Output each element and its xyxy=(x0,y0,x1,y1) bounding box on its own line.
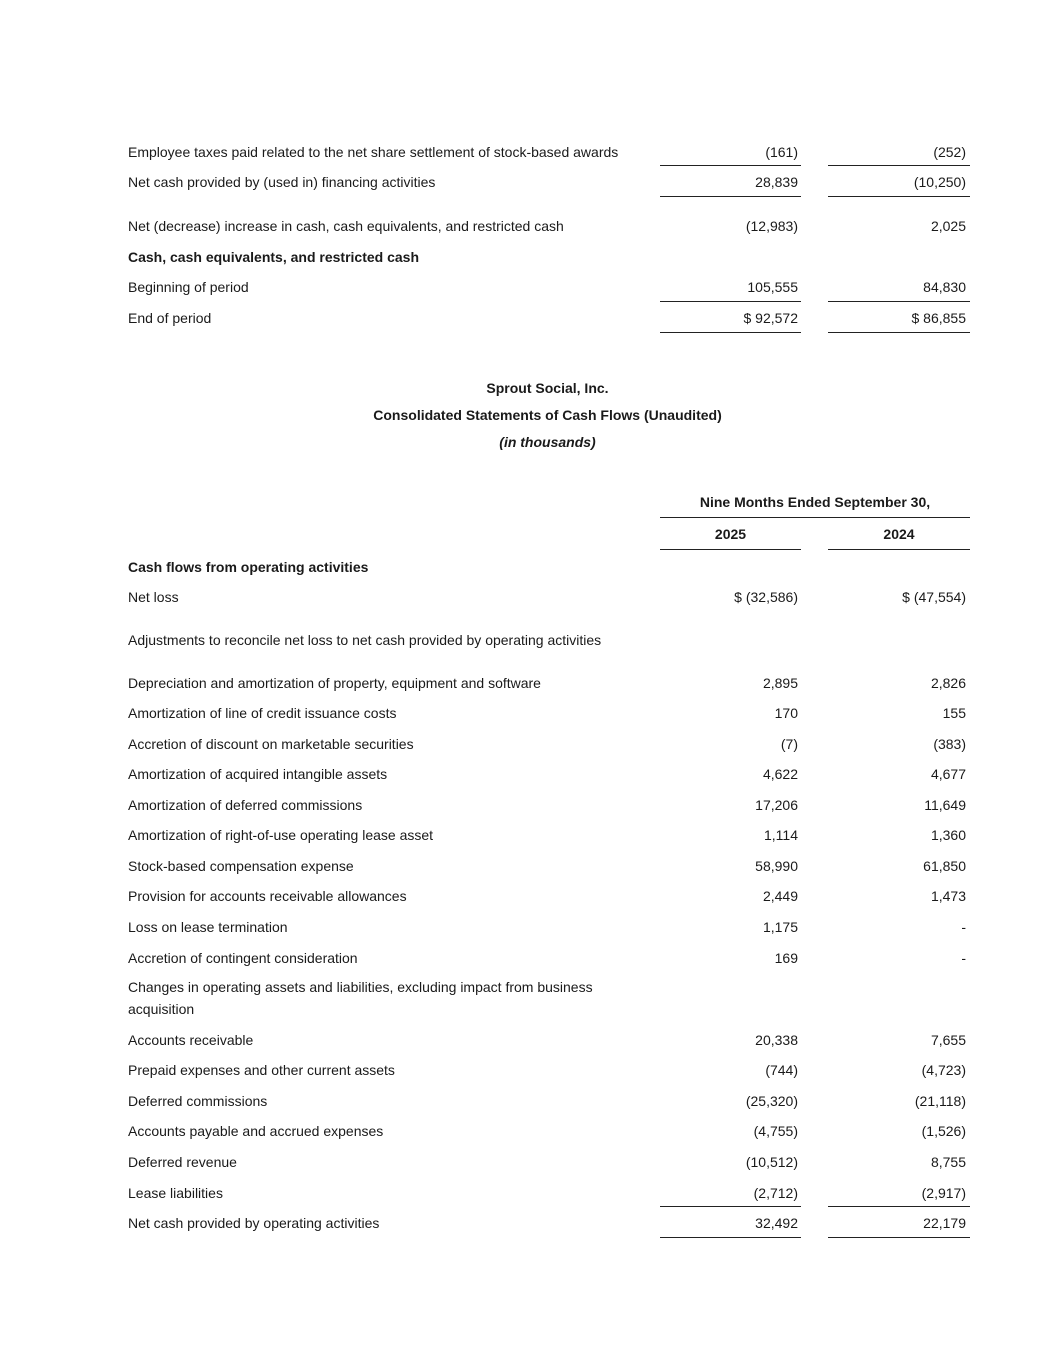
row-label: Accounts receivable xyxy=(128,1032,254,1048)
table-row xyxy=(0,275,1055,299)
underline xyxy=(828,1237,970,1238)
row-label: Net cash provided by (used in) financing activities xyxy=(128,174,436,190)
value-2025: $ (32,586) xyxy=(734,589,798,605)
underline xyxy=(660,332,801,333)
value-2025: 28,839 xyxy=(755,174,798,190)
table-row xyxy=(0,1058,1055,1082)
row-label: Employee taxes paid related to the net share settlement of stock-based awards xyxy=(128,144,619,160)
value-2024: (21,118) xyxy=(914,1093,966,1109)
table-row xyxy=(0,793,1055,817)
row-label: Accretion of discount on marketable securities xyxy=(128,736,414,752)
underline xyxy=(828,301,970,302)
row-label: Net cash provided by operating activities xyxy=(128,1215,380,1231)
value-2025: 1,175 xyxy=(762,919,798,935)
table-row xyxy=(0,214,1055,238)
row-label: Deferred commissions xyxy=(128,1093,268,1109)
year-2024-heading: 2024 xyxy=(883,526,915,542)
table-row xyxy=(0,823,1055,847)
table-row xyxy=(0,1089,1055,1113)
table-row xyxy=(0,1119,1055,1143)
value-2025: (25,320) xyxy=(745,1093,798,1109)
table-row xyxy=(0,884,1055,908)
value-2024: $ (47,554) xyxy=(902,589,966,605)
value-2024: - xyxy=(961,919,966,935)
row-label: Depreciation and amortization of property, equipment and software xyxy=(128,675,541,691)
underline xyxy=(828,165,970,166)
units-note: (in thousands) xyxy=(499,434,596,450)
period-heading: Nine Months Ended September 30, xyxy=(699,494,931,510)
value-2025: 170 xyxy=(774,705,798,721)
value-2024: (4,723) xyxy=(921,1062,966,1078)
row-label: Amortization of acquired intangible assets xyxy=(128,766,388,782)
table-row xyxy=(0,671,1055,695)
row-label: End of period xyxy=(128,310,212,326)
row-label: Net (decrease) increase in cash, cash equivalents, and restricted cash xyxy=(128,218,564,234)
table-row xyxy=(0,585,1055,609)
value-2025: (161) xyxy=(765,144,798,160)
row-label: Cash flows from operating activities xyxy=(128,559,369,575)
table-row xyxy=(0,140,1055,164)
value-2025: (4,755) xyxy=(753,1123,798,1139)
value-2025: (2,712) xyxy=(753,1185,798,1201)
value-2024: 61,850 xyxy=(923,858,966,874)
row-label: Provision for accounts receivable allowances xyxy=(128,888,407,904)
section-heading xyxy=(0,555,1055,579)
value-2024: (252) xyxy=(933,144,966,160)
table-row-total xyxy=(0,1211,1055,1235)
table-row xyxy=(0,762,1055,786)
row-label: Lease liabilities xyxy=(128,1185,223,1201)
value-2024: 1,360 xyxy=(930,827,966,843)
underline xyxy=(828,196,970,197)
underline xyxy=(660,165,801,166)
row-label: Amortization of right-of-use operating lease asset xyxy=(128,827,434,843)
row-label: Net loss xyxy=(128,589,179,605)
underline xyxy=(828,332,970,333)
value-2025: 1,114 xyxy=(764,827,798,843)
value-2024: 84,830 xyxy=(923,279,966,295)
value-2024: (1,526) xyxy=(921,1123,966,1139)
value-2025: (744) xyxy=(765,1062,798,1078)
underline xyxy=(660,1237,801,1238)
table-row xyxy=(0,306,1055,330)
value-2024: 155 xyxy=(942,705,966,721)
row-label: Amortization of deferred commissions xyxy=(128,797,363,813)
value-2025: (7) xyxy=(780,736,798,752)
subsection-heading xyxy=(0,628,1055,652)
table-row xyxy=(0,854,1055,878)
row-label: Beginning of period xyxy=(128,279,249,295)
row-label: Deferred revenue xyxy=(128,1154,237,1170)
underline xyxy=(828,1206,970,1207)
value-2025: (12,983) xyxy=(745,218,798,234)
underline xyxy=(660,301,801,302)
header-rule xyxy=(828,549,970,550)
value-2024: 4,677 xyxy=(930,766,966,782)
subsection-heading xyxy=(0,976,1055,1020)
row-label: Adjustments to reconcile net loss to net cash provided by operating activities xyxy=(128,632,602,648)
table-row xyxy=(0,170,1055,194)
underline xyxy=(660,1206,801,1207)
value-2024: (2,917) xyxy=(921,1185,966,1201)
value-2024: 1,473 xyxy=(930,888,966,904)
row-label: Prepaid expenses and other current assets xyxy=(128,1062,395,1078)
value-2024: 7,655 xyxy=(930,1032,966,1048)
value-2025: 2,895 xyxy=(762,675,798,691)
value-2024: - xyxy=(961,950,966,966)
table-row xyxy=(0,946,1055,970)
statement-title: Consolidated Statements of Cash Flows (Unaudited) xyxy=(373,407,722,423)
value-2024: $ 86,855 xyxy=(911,310,966,326)
value-2024: 22,179 xyxy=(923,1215,966,1231)
row-label: Changes in operating assets and liabilities, excluding impact from business acquisition xyxy=(128,979,593,1017)
value-2025: 169 xyxy=(774,950,798,966)
value-2025: (10,512) xyxy=(745,1154,798,1170)
value-2025: 2,449 xyxy=(762,888,798,904)
row-label: Loss on lease termination xyxy=(128,919,288,935)
row-label: Cash, cash equivalents, and restricted cash xyxy=(128,249,420,265)
value-2024: (383) xyxy=(933,736,966,752)
value-2024: (10,250) xyxy=(913,174,966,190)
value-2025: 58,990 xyxy=(755,858,798,874)
value-2024: 2,025 xyxy=(930,218,966,234)
section-heading xyxy=(0,245,1055,269)
table-row xyxy=(0,1181,1055,1205)
header-rule xyxy=(660,549,801,550)
value-2025: 17,206 xyxy=(755,797,798,813)
value-2025: 105,555 xyxy=(747,279,798,295)
table-row xyxy=(0,732,1055,756)
row-label: Amortization of line of credit issuance costs xyxy=(128,705,397,721)
value-2025: 32,492 xyxy=(755,1215,798,1231)
row-label: Stock-based compensation expense xyxy=(128,858,354,874)
company-name: Sprout Social, Inc. xyxy=(486,380,609,396)
value-2024: 2,826 xyxy=(930,675,966,691)
underline xyxy=(660,196,801,197)
row-label: Accretion of contingent consideration xyxy=(128,950,358,966)
table-row xyxy=(0,701,1055,725)
table-row xyxy=(0,915,1055,939)
value-2024: 11,649 xyxy=(924,797,966,813)
value-2024: 8,755 xyxy=(930,1154,966,1170)
row-label: Accounts payable and accrued expenses xyxy=(128,1123,384,1139)
value-2025: 4,622 xyxy=(762,766,798,782)
year-2025-heading: 2025 xyxy=(714,526,747,542)
value-2025: $ 92,572 xyxy=(743,310,798,326)
table-row xyxy=(0,1150,1055,1174)
header-rule xyxy=(660,517,970,518)
value-2025: 20,338 xyxy=(755,1032,798,1048)
table-row xyxy=(0,1028,1055,1052)
